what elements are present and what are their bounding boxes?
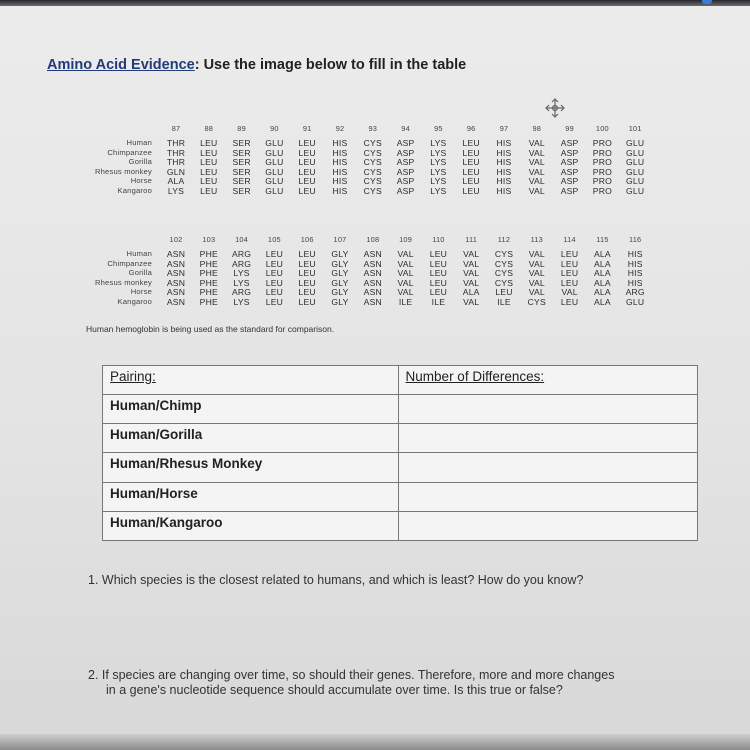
amino-acid-cell: LEU [298,268,316,279]
position-number: 114 [563,235,576,244]
amino-acid-cell: LEU [298,176,316,187]
amino-acid-table-1 [36,124,686,204]
amino-acid-cell: VAL [463,297,480,307]
amino-acid-cell: LEU [462,186,480,196]
species-name: Chimpanzee [107,147,152,157]
position-number: 116 [628,235,642,244]
pairing-label: Human/Horse [110,485,198,501]
amino-acid-cell: LYS [233,297,250,307]
heading-underlined: Amino Acid Evidence [47,57,195,73]
position-number: 98 [532,124,542,133]
amino-acid-cell: HIS [496,157,512,168]
amino-acid-cell: LEU [462,147,480,158]
amino-acid-cell: ASP [560,166,579,177]
amino-acid-cell: HIS [332,147,348,158]
species-name: Kangaroo [117,186,152,195]
amino-acid-cell: ASP [396,176,415,187]
amino-acid-cell: VAL [528,287,545,298]
amino-acid-cell: LEU [200,166,218,177]
amino-acid-cell: PHE [199,287,218,298]
differences-input-cell[interactable] [398,453,697,482]
amino-acid-cell: VAL [528,176,545,187]
position-number: 115 [596,235,609,244]
amino-acid-cell: GLU [265,147,284,158]
pairing-row [103,511,698,540]
amino-acid-cell: THR [166,147,186,158]
position-number: 91 [302,124,312,133]
amino-acid-cell: HIS [332,138,348,148]
amino-acid-cell: PHE [199,268,218,279]
amino-acid-cell: ASN [363,268,382,279]
amino-acid-cell: ASN [166,277,186,288]
comparison-note: Human hemoglobin is being used as the standard for comparison. [86,324,335,334]
amino-acid-cell: VAL [463,249,480,259]
position-number: 90 [270,124,279,133]
position-number: 113 [530,235,543,244]
amino-acid-cell: GLU [265,186,284,196]
header-pairing: Pairing: [103,366,399,395]
amino-acid-cell: VAL [463,277,480,288]
amino-acid-cell: VAL [528,138,545,148]
amino-acid-cell: ASN [363,277,382,288]
position-number: 92 [335,124,345,133]
position-number: 108 [366,235,380,244]
amino-acid-cell: LEU [560,277,579,288]
pairing-label: Human/Kangaroo [110,514,223,530]
amino-acid-cell: LEU [298,138,316,148]
pairing-label: Human/Chimp [110,398,202,414]
amino-acid-cell: ASP [560,176,579,187]
amino-acid-cell: LEU [560,268,579,279]
amino-acid-cell: HIS [627,268,643,279]
amino-acid-cell: SER [232,138,251,148]
amino-acid-cell: ASP [396,147,415,158]
amino-acid-cell: LEU [200,138,218,148]
species-name: Horse [130,176,152,186]
amino-acid-cell: VAL [463,268,480,279]
amino-acid-cell: LYS [430,147,447,158]
position-number: 93 [368,124,378,133]
amino-acid-cell: LYS [430,186,447,196]
amino-acid-cell: HIS [332,166,348,177]
pairing-cell [103,511,399,540]
pairing-row [103,482,698,511]
amino-acid-cell: LEU [462,166,480,177]
amino-acid-cell: ASP [396,157,415,168]
move-arrows-icon[interactable] [544,97,566,119]
amino-acid-cell: GLU [265,166,284,177]
amino-acid-cell: LEU [429,287,448,298]
amino-acid-cell: GLU [626,166,645,177]
amino-acid-cell: LEU [298,166,316,177]
amino-acid-cell: HIS [332,176,348,187]
amino-acid-cell: VAL [561,287,578,298]
page-heading [47,57,466,73]
position-number: 99 [565,124,574,133]
amino-acid-cell: LEU [298,147,316,158]
blue-corner-mark [702,0,712,4]
amino-acid-cell: ALA [593,287,611,298]
amino-acid-cell: GLU [626,186,645,196]
amino-acid-cell: LEU [265,268,284,279]
amino-acid-cell: ASN [363,297,382,307]
amino-acid-cell: GLY [331,268,349,279]
amino-acid-cell: ASN [363,287,382,298]
amino-acid-cell: LEU [265,277,284,288]
monitor-bottom-bezel [0,734,750,750]
amino-acid-cell: LEU [200,186,218,196]
amino-acid-cell: ASP [560,147,579,158]
amino-acid-cell: GLU [626,176,645,187]
position-number: 105 [267,235,281,244]
amino-acid-cell: CYS [527,297,546,307]
amino-acid-cell: GLU [626,138,645,148]
amino-acid-cell: GLN [166,166,186,177]
species-name: Kangaroo [117,297,152,306]
pairing-row [103,424,698,453]
heading-rest: : Use the image below to fill in the table [194,57,467,73]
amino-acid-cell: LEU [462,176,480,187]
amino-acid-cell: VAL [397,249,414,259]
amino-acid-cell: ASP [396,186,415,196]
pairing-cell [103,453,399,482]
amino-acid-cell: HIS [496,186,512,196]
amino-acid-cell: GLU [626,297,645,307]
amino-acid-cell: GLU [265,157,284,168]
differences-table [102,365,698,541]
amino-acid-cell: LEU [462,157,480,168]
amino-acid-table-2 [36,235,686,315]
amino-acid-cell: ASP [396,166,415,177]
amino-acid-cell: ASN [166,287,186,298]
amino-acid-cell: LEU [298,258,316,269]
amino-acid-cell: GLU [265,176,284,187]
amino-acid-cell: LEU [200,157,218,168]
amino-acid-cell: LEU [200,147,218,158]
species-name: Gorilla [128,157,152,167]
amino-acid-cell: ALA [167,176,185,187]
amino-acid-cell: ALA [593,249,611,259]
amino-acid-cell: VAL [397,268,414,279]
amino-acid-cell: THR [166,157,186,168]
amino-acid-cell: ASP [560,186,579,196]
position-number: 112 [497,235,511,244]
species-name: Human [126,249,152,258]
amino-acid-cell: PHE [199,249,218,259]
amino-acid-cell: ASN [166,268,186,279]
amino-acid-cell: HIS [496,176,512,187]
amino-acid-cell: CYS [494,258,514,269]
species-name: Chimpanzee [107,258,152,268]
amino-acid-cell: LYS [233,277,250,288]
amino-acid-cell: PRO [592,147,612,158]
position-number: 107 [333,235,347,244]
amino-acid-cell: ALA [593,258,611,269]
amino-acid-cell: HIS [627,258,643,269]
position-number: 102 [169,235,183,244]
amino-acid-cell: ASN [363,249,382,259]
amino-acid-cell: HIS [332,186,348,196]
amino-acid-cell: LEU [429,277,448,288]
amino-acid-cell: VAL [397,258,414,269]
position-number: 100 [595,124,609,133]
position-number: 104 [235,235,249,244]
amino-acid-cell: CYS [363,176,382,187]
position-number: 101 [628,124,642,133]
amino-acid-cell: ASP [560,138,579,148]
species-name: Horse [130,287,152,297]
amino-acid-cell: ALA [593,277,611,288]
amino-acid-cell: CYS [363,138,382,148]
amino-acid-cell: SER [232,176,251,187]
monitor-top-bezel [0,0,750,6]
amino-acid-cell: SER [232,186,251,196]
amino-acid-cell: ARG [231,258,252,269]
differences-input-cell[interactable] [398,424,697,453]
amino-acid-cell: ARG [231,249,252,259]
amino-acid-cell: ILE [431,297,446,307]
pairing-row [103,395,698,424]
amino-acid-cell: LEU [265,297,284,307]
amino-acid-cell: ASN [166,258,186,269]
pairing-cell [103,482,399,511]
amino-acid-cell: GLU [265,138,284,148]
amino-acid-cell: LEU [298,157,316,168]
amino-acid-cell: GLU [626,147,645,158]
amino-acid-cell: CYS [494,277,514,288]
amino-acid-cell: CYS [494,268,514,279]
amino-acid-cell: LEU [462,138,480,148]
amino-acid-cell: VAL [528,186,545,196]
pairing-cell [103,424,399,453]
amino-acid-cell: LEU [265,258,284,269]
amino-acid-cell: HIS [496,147,512,158]
position-number: 89 [237,124,246,133]
amino-acid-cell: ALA [593,268,611,279]
pairing-label: Human/Rhesus Monkey [110,456,263,472]
amino-acid-cell: GLY [331,249,349,259]
amino-acid-cell: PRO [592,138,612,148]
amino-acid-cell: PHE [199,297,218,307]
amino-acid-cell: ALA [593,297,611,307]
amino-acid-cell: PHE [199,277,218,288]
amino-acid-cell: ASN [166,249,186,259]
amino-acid-cell: CYS [363,186,382,196]
amino-acid-cell: SER [232,157,251,168]
amino-acid-cell: VAL [528,147,545,158]
amino-acid-cell: LEU [429,258,448,269]
amino-acid-cell: PRO [592,157,612,168]
amino-acid-cell: VAL [528,277,545,288]
pairing-cell [103,395,399,424]
species-name: Rhesus monkey [94,277,152,287]
pairing-row [103,453,698,482]
differences-input-cell[interactable] [398,395,697,424]
amino-acid-cell: HIS [332,157,348,168]
amino-acid-cell: VAL [528,249,545,259]
amino-acid-cell: VAL [528,157,545,168]
amino-acid-cell: HIS [627,277,643,288]
amino-acid-cell: ASP [560,157,579,168]
question-2-line-2: in a gene's nucleotide sequence should accumulate over time. Is this true or false? [106,683,563,697]
species-name: Rhesus monkey [94,166,152,176]
amino-acid-cell: CYS [494,249,514,259]
amino-acid-cell: VAL [397,287,414,298]
amino-acid-cell: LEU [265,287,284,298]
position-number: 94 [401,124,410,133]
position-number: 106 [300,235,314,244]
amino-acid-cell: LEU [200,176,218,187]
differences-input-cell[interactable] [398,482,697,511]
amino-acid-cell: LEU [429,268,448,279]
amino-acid-cell: LEU [495,287,513,298]
amino-acid-cell: VAL [397,277,414,288]
question-2 [88,668,688,698]
header-differences: Number of Differences: [398,366,697,395]
amino-acid-cell: SER [232,147,251,158]
amino-acid-cell: GLU [626,157,645,168]
amino-acid-cell: PRO [592,176,612,187]
amino-acid-cell: ILE [398,297,413,307]
amino-acid-cell: LEU [298,186,316,196]
amino-acid-cell: LYS [430,138,447,148]
amino-acid-cell: GLY [331,258,349,269]
amino-acid-cell: THR [166,138,186,148]
position-number: 97 [499,124,509,133]
amino-acid-cell: ASN [166,297,186,307]
amino-acid-cell: LEU [560,249,579,259]
amino-acid-cell: ILE [497,297,511,307]
amino-acid-cell: VAL [528,166,545,177]
pairing-label: Human/Gorilla [110,427,203,443]
amino-acid-cell: LEU [560,297,579,307]
amino-acid-cell: VAL [528,268,545,279]
amino-acid-cell: PRO [592,186,612,196]
position-number: 87 [171,124,181,133]
amino-acid-cell: GLY [331,287,349,298]
amino-acid-cell: LEU [298,297,316,307]
amino-acid-cell: PHE [199,258,218,269]
amino-acid-cell: LYS [167,186,185,196]
question-1: 1. Which species is the closest related to humans, and which is least? How do you know? [88,573,584,587]
amino-acid-cell: LEU [298,249,316,259]
amino-acid-cell: LEU [298,287,316,298]
table-header-row [103,366,698,395]
amino-acid-cell: VAL [463,258,480,269]
amino-acid-cell: HIS [627,249,643,259]
amino-acid-cell: GLY [331,277,349,288]
amino-acid-cell: LEU [429,249,448,259]
amino-acid-cell: HIS [496,166,512,177]
amino-acid-cell: LYS [430,157,447,168]
position-number: 110 [432,235,445,244]
amino-acid-cell: ALA [462,287,480,298]
amino-acid-cell: LYS [430,176,447,187]
amino-acid-cell: VAL [528,258,545,269]
amino-acid-cell: LEU [560,258,579,269]
amino-acid-cell: CYS [363,157,382,168]
amino-acid-cell: GLY [331,297,349,307]
amino-acid-cell: SER [232,166,251,177]
amino-acid-cell: CYS [363,166,382,177]
question-2-line-1: 2. If species are changing over time, so should their genes. Therefore, more and more changes [88,668,615,682]
amino-acid-cell: LEU [265,249,284,259]
amino-acid-cell: ARG [625,287,645,298]
amino-acid-cell: LYS [430,166,447,177]
position-number: 95 [434,124,443,133]
species-name: Gorilla [128,268,152,278]
amino-acid-cell: LYS [233,268,250,279]
differences-input-cell[interactable] [398,511,697,540]
position-number: 88 [204,124,214,133]
position-number: 103 [202,235,216,244]
amino-acid-cell: ASN [363,258,382,269]
amino-acid-cell: ASP [396,138,415,148]
amino-acid-cell: CYS [363,147,382,158]
amino-acid-cell: ARG [231,287,252,298]
amino-acid-cell: PRO [592,166,612,177]
position-number: 96 [466,124,476,133]
position-number: 111 [465,235,478,244]
amino-acid-cell: LEU [298,277,316,288]
position-number: 109 [399,235,413,244]
amino-acid-cell: HIS [496,138,512,148]
species-name: Human [126,138,152,147]
